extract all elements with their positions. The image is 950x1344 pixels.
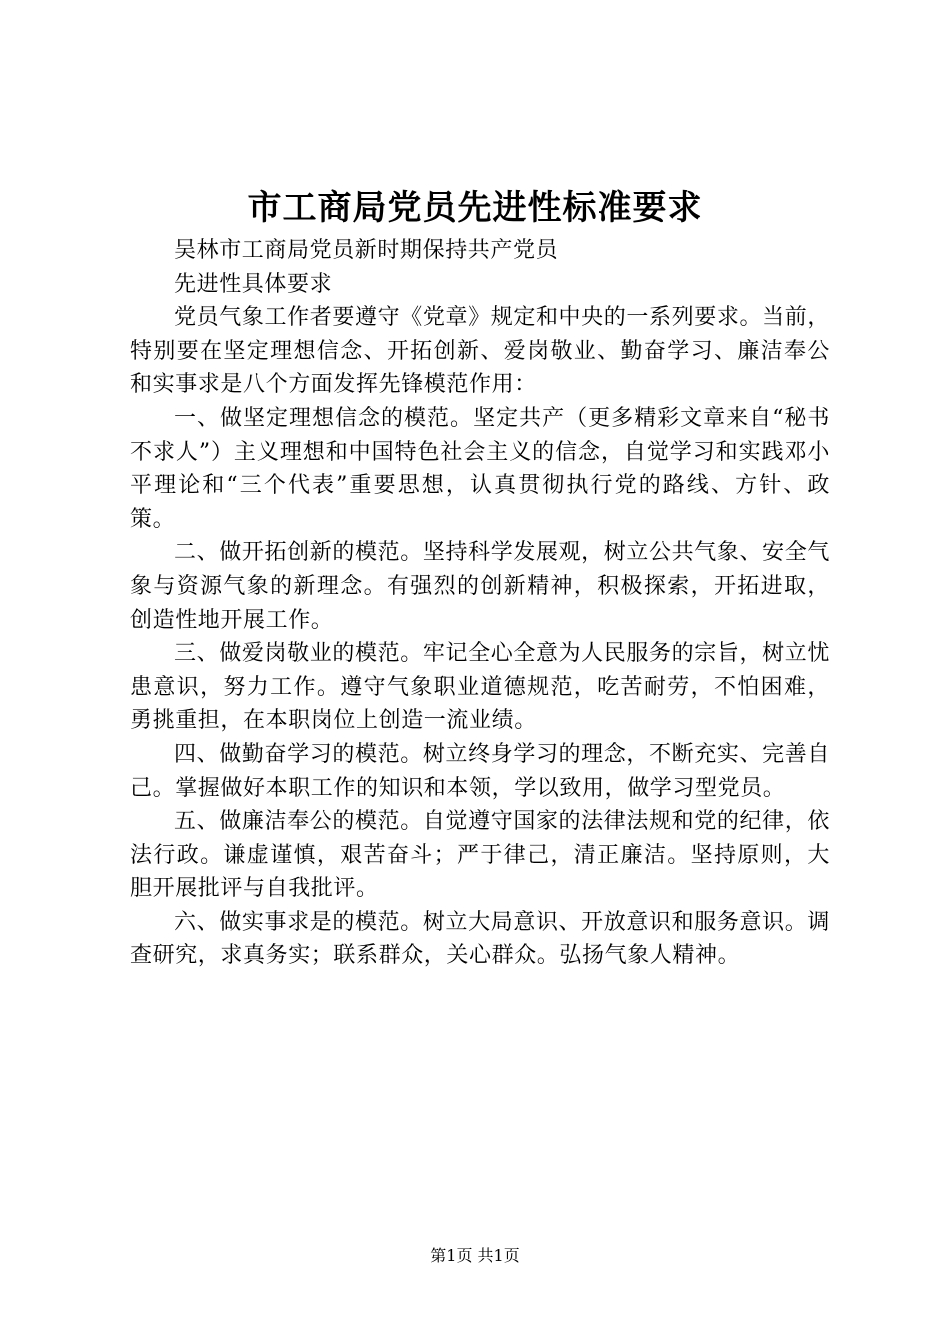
paragraph-item-6: 六、做实事求是的模范。树立大局意识、开放意识和服务意识。调查研究，求真务实；联系群众，关心群众。弘扬气象人精神。 [130,909,830,969]
paragraph-item-5: 五、做廉洁奉公的模范。自觉遵守国家的法律法规和党的纪律，依法行政。谦虚谨慎，艰苦奋斗；严于律己，清正廉洁。坚持原则，大胆开展批评与自我批评。 [130,809,830,902]
document-body [130,234,830,973]
page-footer: 第1页 共1页 [430,1246,520,1265]
document-title: 市工商局党员先进性标准要求 [247,188,703,228]
intro-paragraph: 党员气象工作者要遵守《党章》规定和中央的一系列要求。当前，特别要在坚定理想信念、开拓创新、爱岗敬业、勤奋学习、廉洁奉公和实事求是八个方面发挥先锋模范作用： [130,305,830,398]
paragraph-item-3: 三、做爱岗敬业的模范。牢记全心全意为人民服务的宗旨，树立忧患意识，努力工作。遵守气象职业道德规范，吃苦耐劳，不怕困难，勇挑重担，在本职岗位上创造一流业绩。 [130,641,830,734]
paragraph-item-2: 二、做开拓创新的模范。坚持科学发展观，树立公共气象、安全气象与资源气象的新理念。有强烈的创新精神，积极探索，开拓进取，创造性地开展工作。 [130,540,830,633]
subtitle-line-1: 吴林市工商局党员新时期保持共产党员 [174,238,559,263]
paragraph-item-4: 四、做勤奋学习的模范。树立终身学习的理念，不断充实、完善自己。掌握做好本职工作的知识和本领，学以致用，做学习型党员。 [130,741,830,801]
paragraph-item-1: 一、做坚定理想信念的模范。坚定共产（更多精彩文章来自“秘书不求人”）主义理想和中国特色社会主义的信念，自觉学习和实践邓小平理论和“三个代表”重要思想，认真贯彻执行党的路线、方针、政策。 [130,405,830,532]
subtitle-line-2: 先进性具体要求 [174,271,333,297]
